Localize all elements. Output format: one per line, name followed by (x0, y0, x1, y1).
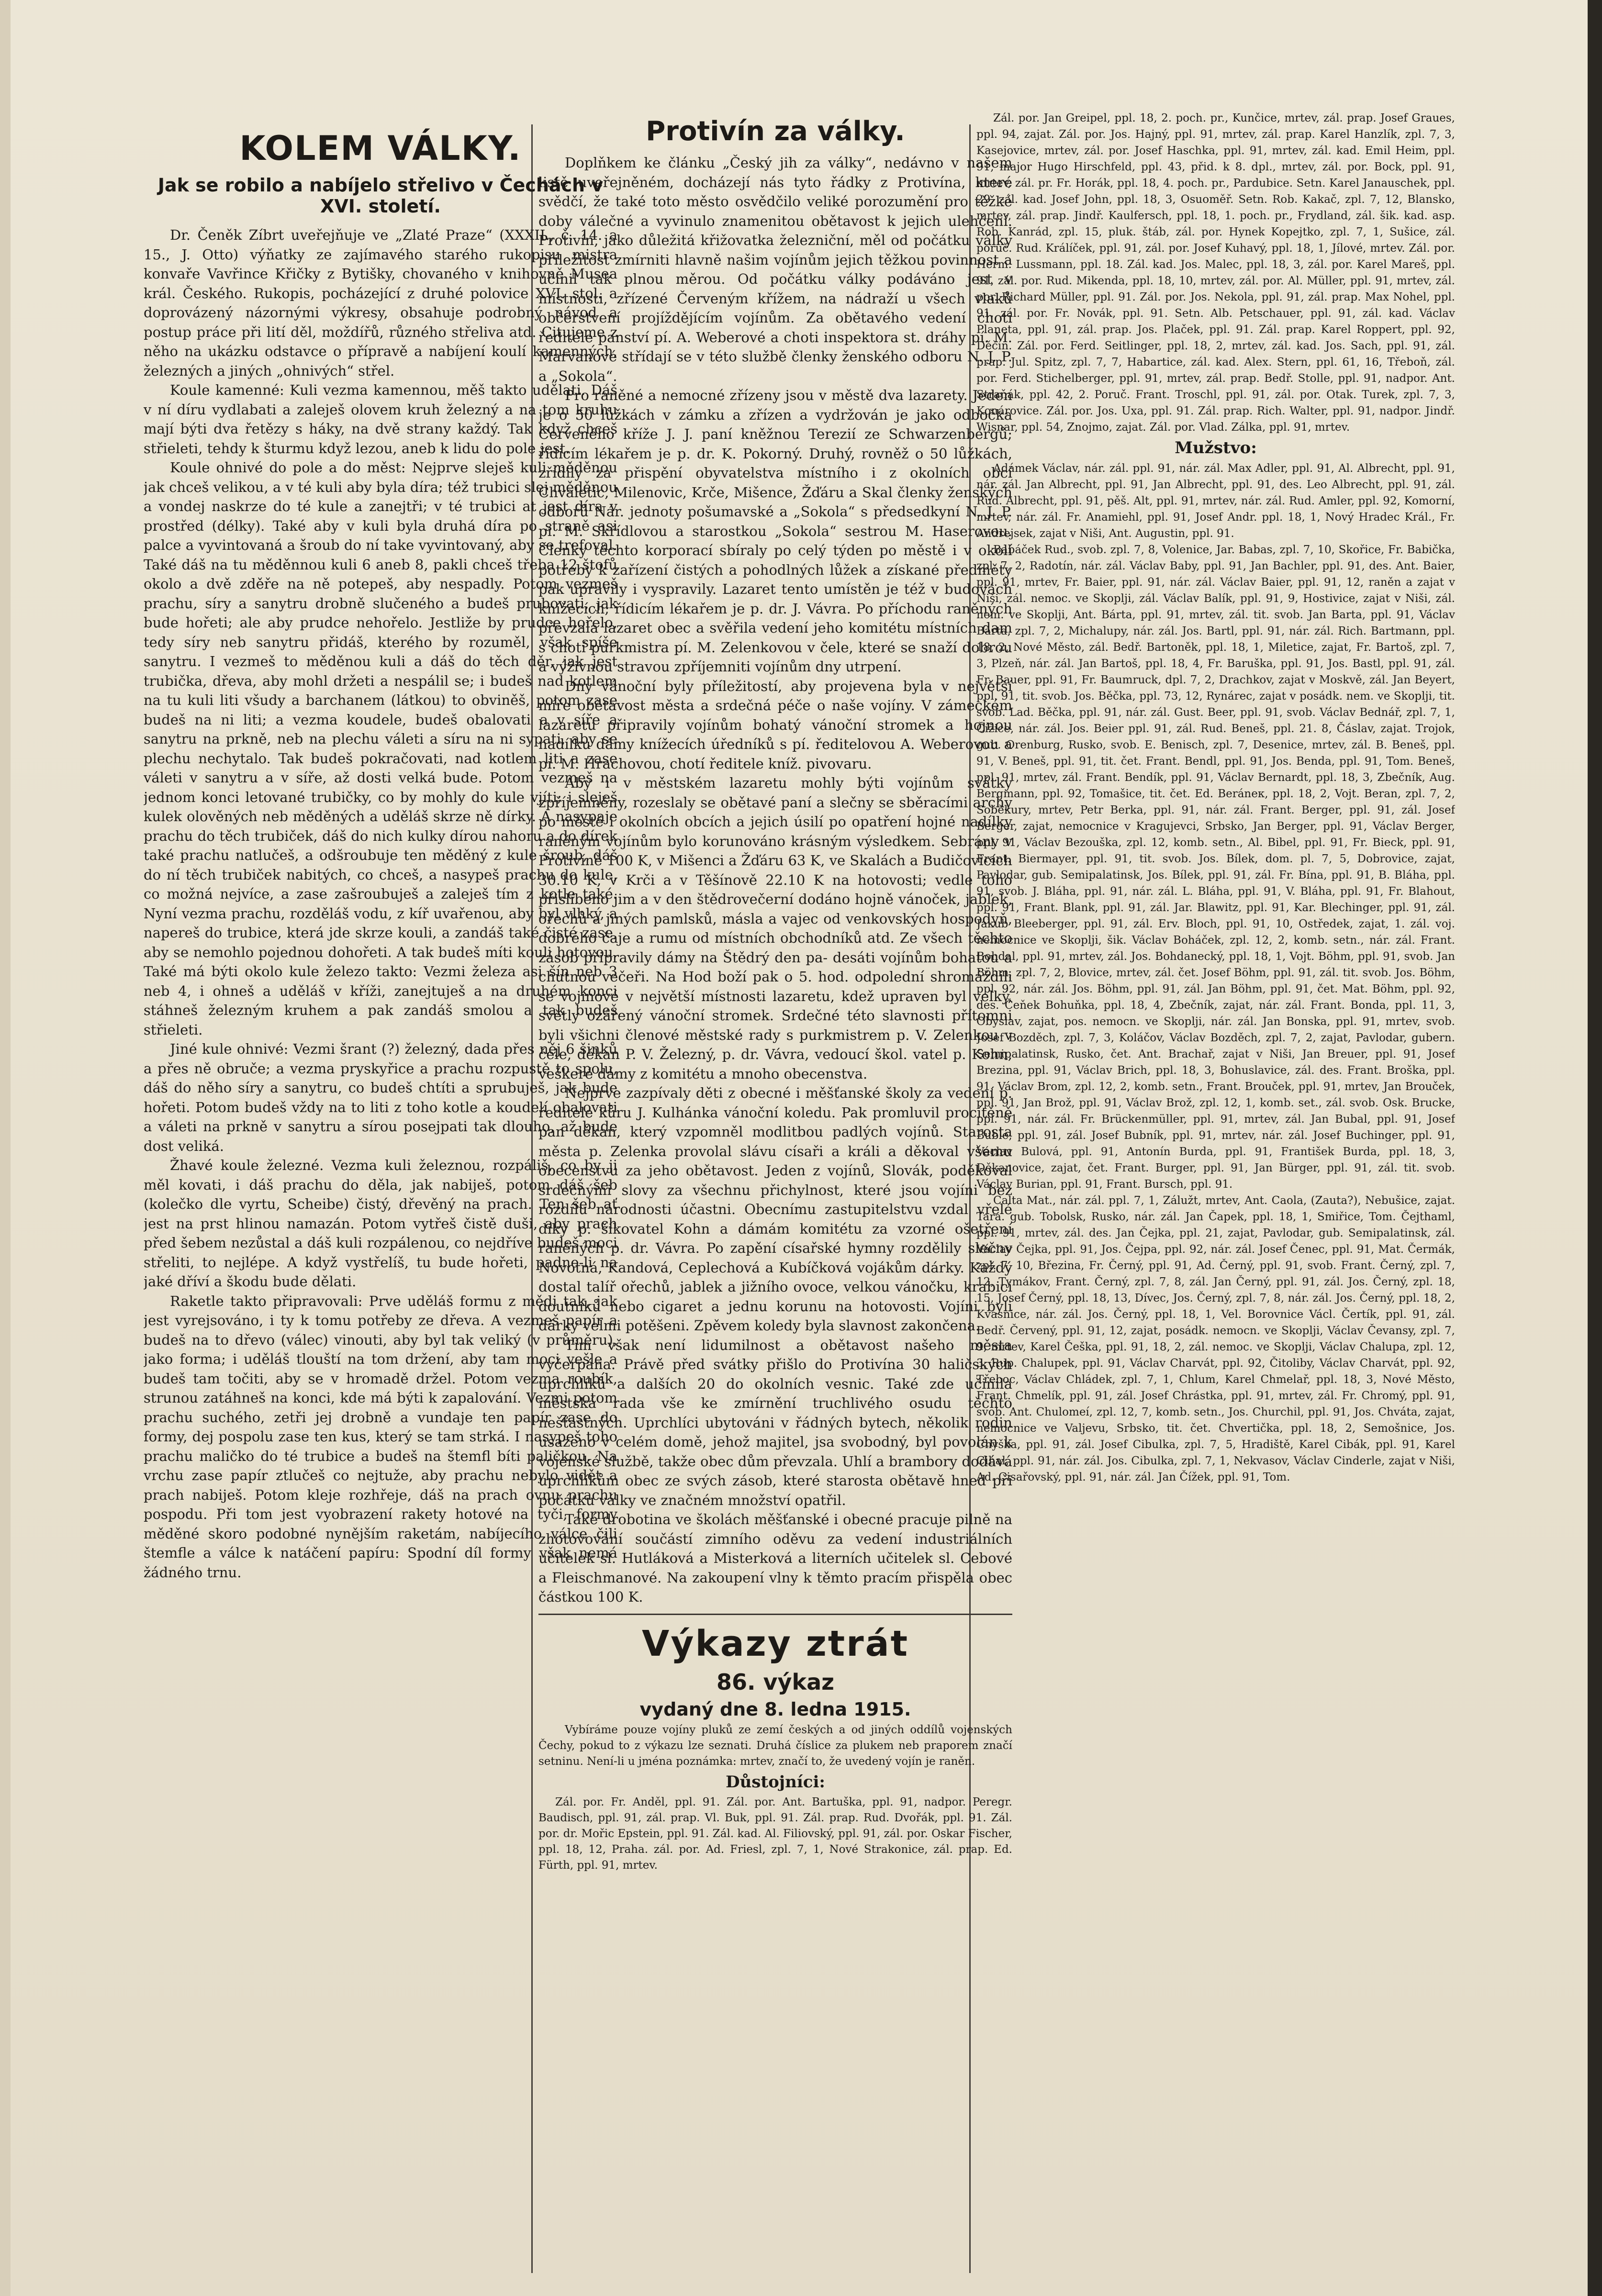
article-paragraph: Dr. Čeněk Zíbrt uveřejňuje ve „Zlaté Praze“ (XXXII., č. 14. a 15., J. Otto) výňatky ze zajímavého starého rukopisu mistra konvaře Vavřince Křičky z Bytišky, chovaného v knihovně Musea král. Českého. Rukopis, pocházející z druhé polovice XVI. stol. a doprovázený názornými výkresy, obsahuje podrobný návod a postup práce při lití děl, moždířů, různého střeliva atd. Citujeme z něho na ukázku odstavce o přípravě a nabíjení koulí kamenných, železných a jiných „ohnivých“ střel. (144, 227, 617, 379)
article-paragraph: Dny vánoční byly příležitostí, aby projevena byla v největší míře obětavost města a srdečná péče o naše vojíny. V zámeckém lazaretu připravily vojínům bohatý vánoční stromek a hojnou nadílku dámy knížecích úředníků s pí. ředitelovou A. Weberovou a pí. M. Hrachovou, chotí ředitele kníž. pivovaru. (538, 678, 1012, 772)
page-edge-right (1588, 0, 1602, 2296)
article-paragraph: Koule ohnivé do pole a do měst: Nejprve sleješ kuli měděnou jak chceš velikou, a v té kuli aby byla díra; též trubici slej měděnou a vondej naskrze do té kule a zanejtři; v té trubici at jest díra v prostřed (délky). Také aby v kuli byla druhá díra po straně asi palce a vyvintovaná a šroub do ní take vyvintovaný, aby se trefoval. Také dáš na tu měděnnou kuli 6 aneb 8, pakli chceš třeba 12 štofů okolo a dvě zděře na ně potepeš, aby nespadly. Potom vezmeš prachu, síry a sanytru drobně slučeného a budeš prubovati, jak bude hořeti; ale aby prudce nehořelo. Jestliže by prudce hořelo, tedy síry neb sanytru přidáš, kterého by rozuměl, však spíše sanytru. I vezmeš to měděnou kuli a dáš do těch děr, jak jest trubička, dřeva, aby mohl držeti a nespálil se; i budeš nad kotlem na tu kuli liti všudy a barchanem (látkou) to obviněš, potom zase budeš na ni liti; a vezma koudele, budeš obalovati a v síře a sanytru na prkně, neb na plechu váleti a síru na ni sypati, aby se plechu nechytalo. Tak budeš pokračovati, nad kotlem liti a zase váleti v sanytru a v síře, až dosti velká bude. Potom vezmeš na jednom konci letované trubičky, co by mohly do kule vjíti; i sleješ kulek olověných neb měděných a uděláš skrze ně dírky. A nasypaje prachu do těch trubiček, dáš do nich kulky dírou nahoru a do dírek také prachu natlučeš, a odšroubuje ten měděný z kule šroub, dáš do ní těch trubiček nabitých, co chceš, a nasypeš prachu do kule, co možná nejvíce, a zase zašroubuješ a zaleješ tím z kotle také. Nyní vezma prachu, rozděláš vodu, z kíř uvařenou, aby byl vlhký, a napereš do trubice, která jde skrze kouli, a zandáš také čisté zase, aby se nemohlo pojednou dohořeti. A tak budeš míti kouli hotovou. Také má býti okolo kule železo takto: Vezmi železa asi šín neb 3 neb 4, i ohneš a uděláš v kříži, zanejtuješ a na druhém konci stáhneš železným kruhem a pak zandáš smolou a tak budeš střieleti. (144, 459, 617, 1038)
article-paragraph: Jiné kule ohnivé: Vezmi šrant (?) železný, dada přes něj 6 šinků a přes ně obruče; a vezma pryskyřice a prachu rozpustě to spolu, dáš do něho síry a sanytru, co budeš chtíti a sprubuješ, jak bude hořeti. Potom budeš vždy na to liti z toho kotle a koudelí obalovati a váleti na prkně v sanytru a sírou posejpati tak dlouho, až bude dost veliká. (144, 1041, 617, 1154)
officers-heading: Důstojníci: (726, 1772, 825, 1792)
article-headline: Protivín za války. (646, 116, 905, 147)
article-paragraph: Koule kamenné: Kuli vezma kamennou, měš takto udělati. Dáš v ní díru vydlabati a zaleješ olovem kruh železný a na tom kruhu mají býti dva řetězy s háky, na dvě strany každý. Tak když chceš střieleti, tehdy k šturmu když lezou, aneb k lidu do pole jest. (144, 382, 617, 457)
page-edge-left (0, 0, 11, 2296)
casualty-report-intro: Vybíráme pouze vojíny pluků ze zemí českých a od jiných oddílů vojenských Čechy, pokud to z výkazu lze seznati. Druhá číslice za plukem neb praporem značí setninu. Není-li u jména poznámka: mrtev, značí to, že uvedený vojín je raněn. (538, 1723, 1012, 1768)
right-column (976, 110, 1455, 2273)
section-headline: KOLEM VÁLKY. (239, 129, 522, 168)
casualty-report-title: Výkazy ztrát (642, 1623, 909, 1664)
article-paragraph: Aby i v městském lazaretu mohly býti vojínům svátky zpříjemněny, rozeslaly se obětavé paní a slečny se sběracími archy po městě i okolních obcích a jejich úsilí po opatření hojné nadílky raněným vojínům bylo korunováno krásným výsledkem. Sebrány v Protivíně 100 K, v Mišenci a Žďáru 63 K, ve Skalách a Budičovicích 30.10 K, v Krči a v Těšínově 22.10 K na hotovosti; vedle toho přislíbeno jim a v den štědrovečerní dodáno hojně vánoček, jablek, ořechů a jiných pamlsků, másla a vajec od venkovských hospodyň, dobrého čaje a rumu od místních obchodníků atd. Ze všech těchto zásob připravily dámy na Štědrý den pa- desáti vojínům bohatou a chutnou večeři. Na Hod boží pak o 5. hod. odpolední shromáždili se vojínové v největší místnosti lazaretu, kdež upraven byl velký, světly ozářený vánoční stromek. Srdečné této slavnosti přítomni byli všichni členové městské rady s purkmistrem p. V. Zelenkou v čele, děkan P. V. Železný, p. dr. Vávra, vedoucí škol. vatel p. Kohn, veškeré dámy z komitétu a mnoho obecenstva. (538, 775, 1012, 1082)
article-paragraph: Nejprve zazpívaly děti z obecné i měšťanské školy za vedení p. ředitele kůru J. Kulhánka vánoční koledu. Pak promluvil procítěně pan děkan, který vzpomněl modlitbou padlých vojínů. Starosta města p. Zelenka provolal slávu císaři a králi a děkoval všemu obecenstvu za jeho obětavost. Jeden z vojínů, Slovák, poděkoval srdečnými slovy za všechnu přichylnost, které jsou vojíni bez rozdílu národnosti účastni. Obecnímu zastupitelstvu vzdal vřelé díky p. šikovatel Kohn a dámám komitétu za vzorné ošetření raněných p. dr. Vávra. Po zapění císařské hymny rozdělily slečny Novotná, Kandová, Ceplechová a Kubíčková vojákům dárky. Každý dostal talíř ořechů, jablek a jižního ovoce, velkou vánočku, krabici doutníků nebo cigaret a jednu korunu na hotovosti. Vojíni byli dárky velmi potěšeni. Zpěvem koledy byla slavnost zakončena. (538, 1085, 1012, 1334)
middle-column (538, 110, 1012, 2273)
casualty-report-block (538, 1614, 1012, 1873)
casualty-report-date: vydaný dne 8. ledna 1915. (639, 1698, 911, 1720)
casualty-report-number: 86. výkaz (717, 1669, 834, 1695)
article-paragraph: Také drobotina ve školách měšťanské i obecné pracuje pilně na zhotovování součástí zimního oděvu za vedení industriálních učitelek sl. Hutláková a Misterková a literních učitelek sl. Cebové a Fleischmanové. Na zakoupení vlny k těmto pracím přispěla obec částkou 100 K. (538, 1511, 1012, 1605)
article-paragraph: Doplňkem ke článku „Český jih za války“, nedávno v našem listě uveřejněném, docházejí nás tyto řádky z Protivína, které svědčí, že také toto město osvědčilo veliké porozumění pro těžké doby válečné a vyvinulo znamenitou obětavost k jejich ulehčení. Protivín, jako důležitá křižovatka železniční, měl od počátku války příležitost zmírniti hlavně našim vojínům jejich těžkou povinnost a učinil tak plnou měrou. Od počátku války podáváno jest v místnosti, zřízené Červeným křížem, na nádraží u všech vlaků občerstvení projíždějícím vojínům. Za obětavého vedení choti ředitele panství pí. A. Weberové a choti inspektora st. dráhy pí. M. Marvanové střídají se v této službě členky ženského odboru N. J. P. a „Sokola“. (538, 155, 1012, 384)
enlisted-list-c: Calta Mat., nár. zál. ppl. 7, 1, Zálužt, mrtev, Ant. Caola, (Zauta?), Nebušice, zajat. Tara. gub. Tobolsk, Rusko, nár. zál. Jan Čapek, ppl. 18, 1, Smiřice, Tom. Čejthaml, ppl. 91, mrtev, zál. des. Jan Čejka, ppl. 21, zajat, Pavlodar, gub. Semipalatinsk, zál. Václav Čejka, ppl. 91, Jos. Čejpa, ppl. 92, nár. zál. Josef Čenec, ppl. 91, Mat. Čermák, zpl. 7, 10, Březina, Fr. Černý, ppl. 91, Ad. Černý, ppl. 91, svob. Frant. Černý, zpl. 7, 12, Tymákov, Frant. Černý, zpl. 7, 8, zál. Jan Černý, ppl. 91, zál. Jos. Černý, zpl. 18, 15, Josef Černý, ppl. 18, 13, Dívec, Jos. Černý, zpl. 7, 8, nár. zál. Jos. Černý, ppl. 18, 2, Kvasnice, nár. zál. Jos. Černý, ppl. 18, 1, Vel. Borovnice Václ. Čertík, ppl. 91, zál. Bedř. Červený, ppl. 91, 12, zajat, posádk. nemocn. ve Skoplji, Václav Čevansy, zpl. 7, 9, mrtev, Karel Češka, ppl. 91, 18, 2, zál. nemoc. ve Skoplji, Václav Chalupa, zpl. 12, 3, Rup. Chalupek, ppl. 91, Václav Charvát, ppl. 92, Čitoliby, Václav Charvát, ppl. 92, Třeboc, Václav Chládek, zpl. 7, 1, Chlum, Karel Chmelař, ppl. 18, 3, Nové Město, Frant. Chmelík, ppl. 91, zál. Josef Chrástka, ppl. 91, mrtev, zál. Fr. Chromý, ppl. 91, svob. Ant. Chulomeí, zpl. 12, 7, komb. setn., Jos. Churchil, ppl. 91, Jos. Chváta, zajat, nemocnice ve Valjevu, Srbsko, tit. čet. Chvertička, ppl. 18, 2, Semošnice, Jos. Chyška, ppl. 91, zál. Josef Cibulka, zpl. 7, 5, Hradiště, Karel Cibák, ppl. 91, Karel Cihal, ppl. 91, nár. zál. Jos. Cibulka, zpl. 7, 1, Nekvasov, Václav Cinderle, zajat v Niši, Ad. Cisařovský, ppl. 91, nár. zál. Jan Čížek, ppl. 91, Tom. (976, 1194, 1455, 1483)
article-paragraph: Raketle takto připravovali: Prve uděláš formu z mědi tak, jak jest vyrejsováno, i ty k tomu potřeby ze dřeva. A vezmeš papír a budeš na to dřevo (válec) vinouti, aby byl tak veliký (v průměru), jako forma; i uděláš tlouští na tom držení, aby tam moci vešle a budeš tam točiti, aby se v hromadě držel. Potom vezma roubík, strunou zatáhneš na konci, kde má býti k zapalování. Vezmi potom prachu suchého, zetři jej drobně a vundaje ten papír zase do formy, dej pospolu zase ten kus, který se tam strká. I nasypeš toho prachu maličko do té trubice a budeš na štemfl bíti paličkou. Na vrchu zase papír ztlučeš co nejtuže, aby prachu nebylo vidět a prach nabiješ. Potom kleje rozhřeje, dáš na prach ovnu prachu pospodu. Při tom jest vyobrazení rakety hotové na tyči, formy měděné skoro podobné nynějším raketám, nabíjecího válce čili štemfle a válce k natáčení papíru: Spodní díl formy však nemá žádného trnu. (144, 1293, 617, 1581)
enlisted-heading: Mužstvo: (1175, 438, 1257, 457)
officers-list-continued: Zál. por. Jan Greipel, ppl. 18, 2. poch. pr., Kunčice, mrtev, zál. prap. Josef Graues, ppl. 94, zajat. Zál. por. Jos. Hajný, ppl. 91, mrtev, zál. prap. Karel Hanzlík, zpl. 7, 3, Kasejovice, mrtev, zál. por. Josef Haschka, ppl. 91, mrtev, zál. kad. Emil Heim, ppl. 91, major Hugo Hirschfeld, ppl. 43, přid. k 8. dpl., mrtev, zál. por. Bock, ppl. 91, mrtev, zál. pr. Fr. Horák, ppl. 18, 4. poch. pr., Pardubice. Setn. Karel Janauschek, ppl. 29, zál. kad. Josef John, ppl. 18, 3, Osuoměř. Setn. Rob. Kakač, zpl. 7, 12, Blansko, mrtev, zál. prap. Jindř. Kaulfersch, ppl. 18, 1. poch. pr., Frydland, zál. šik. kad. asp. Rob. Kanrád, zpl. 15, pluk. štáb, zál. por. Hynek Kopejtko, zpl. 7, 1, Sušice, zál. poruč. Rud. Králíček, ppl. 91, zál. por. Josef Kuhavý, ppl. 18, 1, Jílové, mrtev. Zál. por. Herm. Lussmann, ppl. 18. Zál. kad. Jos. Malec, ppl. 18, 3, zál. por. Karel Mareš, ppl. 91, zál. por. Rud. Mikenda, ppl. 18, 10, mrtev, zál. por. Al. Müller, ppl. 91, mrtev, zál. por. Richard Müller, ppl. 91. Zál. por. Jos. Nekola, ppl. 91, zál. prap. Max Nohel, ppl. 91, zál. por. Fr. Novák, ppl. 91. Setn. Alb. Petschauer, ppl. 91, zál. kad. Václav Planeta, ppl. 91, zál. prap. Jos. Plaček, ppl. 91. Zál. prap. Karel Roppert, ppl. 92, Děčín. Zál. por. Ferd. Seitlinger, ppl. 18, 2, mrtev, zál. kad. Jos. Sach, ppl. 91, zál. prap. Jul. Spitz, zpl. 7, 7, Habartice, zál. kad. Alex. Stern, ppl. 61, 16, Třeboň, zál. por. Ferd. Stichelberger, ppl. 91, mrtev, zál. prap. Bedř. Stolle, ppl. 91, nadpor. Ant. Straňák, ppl. 42, 2. Poruč. Frant. Troschl, ppl. 91, zál. por. Otak. Turek, zpl. 7, 3, Konárovice. Zál. por. Jos. Uxa, ppl. 91. Zál. prap. Rich. Walter, ppl. 91, nadpor. Jindř. Wisnar, ppl. 54, Znojmo, zajat. Zál. por. Vlad. Zálka, ppl. 91, mrtev. (976, 112, 1455, 434)
article-subheading: Jak se robilo a nabíjelo střelivo v Čechách v XVI. století. (157, 175, 604, 217)
article-paragraph: Tím však není lidumilnost a obětavost našeho města vyčerpána. Právě před svátky přišlo do Protivína 30 haličských uprchlíků a dalších 20 do okolních vesnic. Také zde učinila městská rada vše ke zmírnění truchlivého osudu těchto nešťastných. Uprchlíci ubytováni v řádných bytech, několik rodin usazeno v celém domě, jehož majitel, jsa svobodný, byl povolán k vojenské službě, takže obec dům převzala. Uhlí a brambory dodává uprchlíkům obec ze svých zásob, které starosta obětavě hned při počátku války ve značném množství opatřil. (538, 1337, 1012, 1508)
enlisted-list-b: Babáček Rud., svob. zpl. 7, 8, Volenice, Jar. Babas, zpl. 7, 10, Skořice, Fr. Babička, zpl. 7, 2, Radotín, nár. zál. Václav Baby, ppl. 91, Jan Bachler, ppl. 91, des. Ant. Baier, ppl. 91, mrtev, Fr. Baier, ppl. 91, nár. zál. Václav Baier, ppl. 91, 12, raněn a zajat v Niši, zál. nemoc. ve Skoplji, zál. Václav Balík, ppl. 91, 9, Hostivice, zajat v Niši, zál. nem. ve Skoplji, Ant. Bárta, ppl. 91, mrtev, zál. tit. svob. Jan Barta, ppl. 91, Václav Bárta, zpl. 7, 2, Michalupy, nár. zál. Jos. Bartl, ppl. 91, nár. zál. Rich. Bartmann, ppl. 18, 2, Nové Město, zál. Bedř. Bartoněk, ppl. 18, 1, Miletice, zajat, Fr. Bartoš, zpl. 7, 3, Plzeň, nár. zál. Jan Bartoš, ppl. 18, 4, Fr. Baruška, ppl. 91, Jos. Bastl, ppl. 91, zál. Fr. Bauer, ppl. 91, Fr. Baumruck, dpl. 7, 2, Drachkov, zajat v Moskvě, zál. Jan Beyert, ppl. 91, tit. svob. Jos. Běčka, ppl. 73, 12, Rynárec, zajat v posádk. nem. ve Skoplji, tit. svob. Lad. Běčka, ppl. 91, nár. zál. Gust. Beer, ppl. 91, svob. Václav Bednář, zpl. 7, 1, Čížice, nár. zál. Jos. Beier ppl. 91, zál. Rud. Beneš, ppl. 21. 8, Čáslav, zajat. Trojok, gub. Orenburg, Rusko, svob. E. Benisch, zpl. 7, Desenice, mrtev, zál. B. Beneš, ppl. 91, V. Beneš, ppl. 91, tit. čet. Frant. Bendl, ppl. 91, Jos. Benda, ppl. 91, Tom. Beneš, ppl. 91, mrtev, zál. Frant. Bendík, ppl. 91, Václav Bernardt, ppl. 18, 3, Zbečník, Aug. Bergmann, ppl. 92, Tomašice, tit. čet. Ed. Beráneк, ppl. 18, 2, Vojt. Beran, zpl. 7, 2, Soběkury, mrtev, Petr Berka, ppl. 91, nár. zál. Frant. Berger, ppl. 91, zál. Josef Berger, zajat, nemocnice v Kragujevci, Srbsko, Jan Berger, ppl. 91, Václav Berger, ppl. 91, Václav Bezouška, zpl. 12, komb. setn., Al. Bibel, ppl. 91, Fr. Bieck, ppl. 91, Frant. Biermayer, ppl. 91, tit. svob. Jos. Bílek, dom. pl. 7, 5, Dobrovice, zajat, Pavlodar, gub. Semipalatinsk, Jos. Bílek, ppl. 91, zál. Fr. Bína, ppl. 91, B. Bláha, ppl. 91, svob. J. Bláha, ppl. 91, nár. zál. L. Bláha, ppl. 91, V. Bláha, ppl. 91, Fr. Blahout, ppl. 91, Frant. Blank, ppl. 91, zál. Jar. Blawitz, ppl. 91, Kar. Blechinger, ppl. 91, zál. Jakub Bleeberger, ppl. 91, zál. Erv. Bloch, ppl. 91, 10, Ostředek, zajat, 1. zál. voj. nemocnice ve Skoplji, šik. Václav Boháček, zpl. 12, 2, komb. setn., nár. zál. Frant. Bohdal, ppl. 91, mrtev, zál. Jos. Bohdanecký, ppl. 18, 1, Vojt. Böhm, ppl. 91, svob. Jan Böhm, zpl. 7, 2, Blovice, mrtev, zál. čet. Josef Böhm, ppl. 91, zál. tit. svob. Jos. Böhm, ppl. 92, nár. zál. Jos. Böhm, ppl. 91, zál. Jan Böhm, ppl. 91, čet. Mat. Böhm, ppl. 92, des. Čeňek Bohuňka, ppl. 18, 4, Zbečník, zajat, nár. zál. Frant. Bonda, ppl. 11, 3, Obyslav, zajat, pos. nemocn. ve Skoplji, nár. zál. Jan Bonska, ppl. 91, mrtev, svob. Josef Bozděch, zpl. 7, 3, Koláčov, Václav Bozděch, zpl. 7, 2, zajat, Pavlodar, gubern. Semipalatinsk, Rusko, čet. Ant. Brachař, zajat v Niši, Jan Breuer, ppl. 91, Josef Brezina, ppl. 91, Václav Brich, ppl. 18, 3, Bohuslavice, zál. des. Frant. Broška, ppl. 91, Václav Brom, zpl. 12, 2, komb. setn., Frant. Brouček, ppl. 91, mrtev, Jan Brouček, ppl. 91, Jan Brož, ppl. 91, Václav Brož, zpl. 12, 1, komb. set., zál. svob. Osk. Brucke, ppl. 91, nár. zál. Fr. Brückenmüller, ppl. 91, mrtev, zál. Jan Bubal, ppl. 91, Josef Buble, ppl. 91, zál. Josef Bubník, ppl. 91, mrtev, nár. zál. Josef Buchinger, ppl. 91, Václav Bulová, ppl. 91, Antonín Burda, ppl. 91, František Burda, ppl. 18, 3, Děkanovice, zajat, čet. Frant. Burger, ppl. 91, Jan Bürger, ppl. 91, zál. tit. svob. Václav Burian, ppl. 91, Frant. Bursch, ppl. 91. (976, 544, 1455, 1191)
officers-list: Zál. por. Fr. Anděl, ppl. 91. Zál. por. Ant. Bartuška, ppl. 91, nadpor. Peregr. Baudisch, ppl. 91, zál. prap. Vl. Buk, ppl. 91. Zál. prap. Rud. Dvořák, ppl. 91. Zál. por. dr. Mořic Epstein, ppl. 91. Zál. kad. Al. Filiovský, ppl. 91, zál. por. Oskar Fischer, ppl. 18, 12, Praha. zál. por. Ad. Friesl, zpl. 7, 1, Nové Strakonice, zál. prap. Ed. Fürth, ppl. 91, mrtev. (538, 1795, 1012, 1872)
enlisted-list-a: Adámek Václav, nár. zál. ppl. 91, nár. zál. Max Adler, ppl. 91, Al. Albrecht, ppl. 91, nár. zál. Jan Albrecht, ppl. 91, Jan Albrecht, ppl. 91, des. Leo Albrecht, ppl. 91, zál. Rud. Albrecht, ppl. 91, pěš. Alt, ppl. 91, mrtev, nár. zál. Rud. Amler, ppl. 92, Komorní, mrtev, nár. zál. Fr. Anamiehl, ppl. 91, Josef Andr. ppl. 18, 1, Nový Hradec Král., Fr. Andrejsek, zajat v Niši, Ant. Augustin, ppl. 91. (976, 462, 1455, 540)
article-paragraph: Žhavé koule železné. Vezma kuli železnou, rozpáliš, co by ji měl kovati, i dáš prachu do děla, jak nabiješ, potom dáš šeb (kolečko dle vyrtu, Scheibe) čistý, dřevěný na prach. Ten šeb ať jest na prst hlinou namazán. Potom vytřeš čistě duši, aby prach před šebem nezůstal a dáš kuli rozpálenou, co nejdříve budeš moci střeliti, to nejlépe. A když vystřelíš, tu bude hořeti, padne-li na jaké dříví a škodu bude dělati. (144, 1157, 617, 1290)
article-paragraph: Pro raněné a nemocné zřízeny jsou v městě dva lazarety. Jeden je o 50 lůžkách v zámku a zřízen a vydržován je jako odbočka Červeného kříže J. J. paní kněžnou Terezií ze Schwarzenbergů; řídicím lékařem je p. dr. K. Pokorný. Druhý, rovněž o 50 lůžkách, zřídily za přispění obyvatelstva místního i z okolních obcí Chvaletic, Milenovic, Krče, Mišence, Žďáru a Skal členky ženských odborů Nár. jednoty pošumavské a „Sokola“ s předsedkyní N. J. P. pí. M. Skřídlovou a starostkou „Sokola“ sestrou M. Haserovou. Členky těchto korporací sbíraly po celý týden po městě i v okolí potřeby k zařízení čistých a pohodlných lůžek a získané předměty pak upravily i vyspravily. Lazaret tento umístěn je též v budovách knížecích; řídicím lékařem je p. dr. J. Vávra. Po příchodu raněných převzala lazaret obec a svěřila vedení jeho komitétu místních dam s chotí purkmistra pí. M. Zelenkovou v čele, které se snaží dobrou a výživnou stravou zpříjemniti vojínům dny utrpení. (538, 387, 1012, 675)
